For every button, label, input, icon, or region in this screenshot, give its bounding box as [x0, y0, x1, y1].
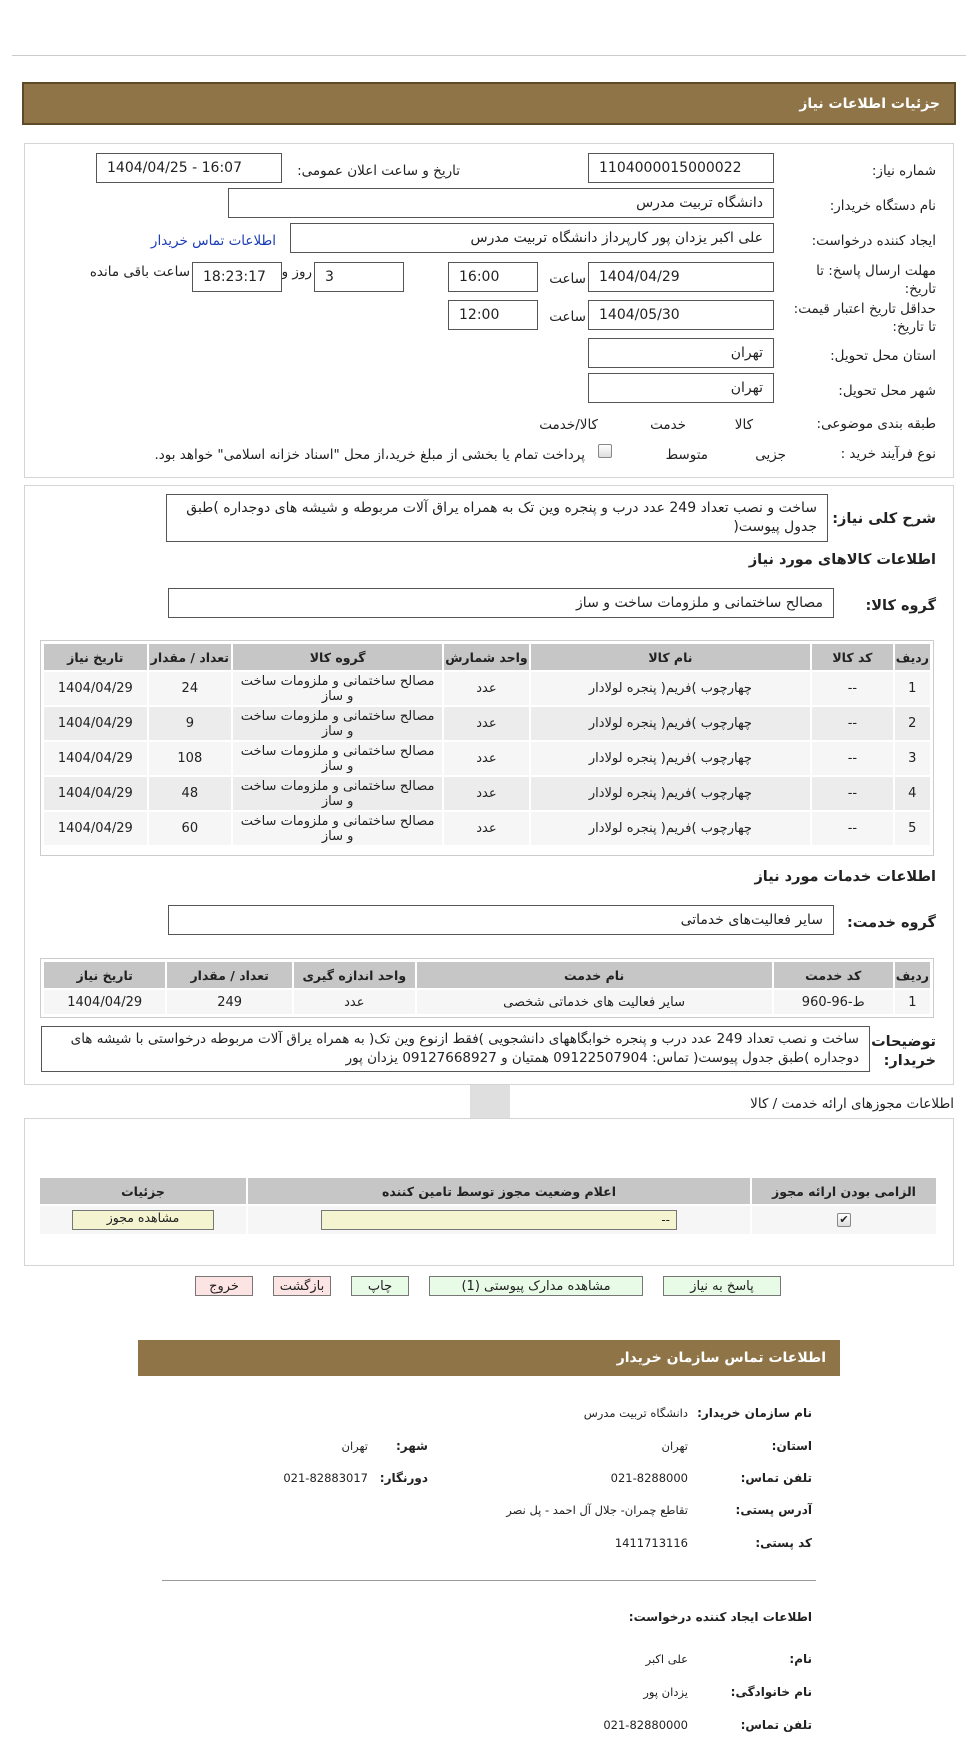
cell-row: 2: [895, 707, 930, 740]
cell-qty: 24: [149, 672, 231, 705]
page-title: جزئیات اطلاعات نیاز: [799, 95, 940, 112]
remaining-time-field: 18:23:17: [192, 262, 282, 292]
buyer-field: دانشگاه تربیت مدرس: [228, 188, 774, 218]
org-value: دانشگاه تربیت مدرس: [583, 1406, 688, 1420]
days-label: روز و: [281, 264, 312, 280]
contact-header: [138, 1340, 840, 1376]
cell-unit: عدد: [444, 672, 528, 705]
contact-fax-label: دورنگار:: [379, 1471, 428, 1485]
cell-row: 3: [895, 742, 930, 775]
validity-label-2: تا تاریخ:: [892, 319, 936, 335]
services-col-name: نام خدمت: [417, 962, 772, 988]
services-col-date: تاریخ نیاز: [44, 962, 165, 988]
goods-col-qty: تعداد / مقدار: [149, 644, 231, 670]
city-label: شهر محل تحویل:: [838, 383, 936, 399]
cell-group: مصالح ساختمانی و ملزومات ساخت و ساز: [233, 812, 442, 845]
permits-title: اطلاعات مجوزهای ارائه خدمت / کالا: [750, 1096, 954, 1112]
cell-name: چهارچوب )فریم( پنجره لولادار: [531, 672, 811, 705]
back-button[interactable]: بازگشت: [273, 1276, 331, 1296]
cell-row: 1: [895, 990, 930, 1014]
permits-col-details: جزئیات: [40, 1178, 246, 1204]
cell-group: مصالح ساختمانی و ملزومات ساخت و ساز: [233, 777, 442, 810]
cell-unit: عدد: [444, 812, 528, 845]
page-header: [22, 82, 956, 125]
validity-label-1: حداقل تاریخ اعتبار قیمت:: [793, 301, 936, 317]
cell-date: 1404/04/29: [44, 777, 147, 810]
services-group-label: گروه خدمت:: [846, 915, 936, 931]
goods-table-header: [44, 644, 930, 670]
cell-code: ط-96-960: [774, 990, 893, 1014]
cell-date: 1404/04/29: [44, 672, 147, 705]
permits-col-status: اعلام وضعیت مجوز توسط تامین کننده: [248, 1178, 750, 1204]
cell-date: 1404/04/29: [44, 990, 165, 1014]
contact-postal-label: کد پستی:: [755, 1536, 812, 1550]
days-field: 3: [314, 262, 404, 292]
creator-last-name-value: یزدان پور: [643, 1685, 688, 1699]
table-row: [44, 812, 930, 845]
cell-name: چهارچوب )فریم( پنجره لولادار: [531, 707, 811, 740]
province-field: تهران: [588, 338, 774, 368]
need-number-label: شماره نیاز:: [871, 163, 936, 179]
services-table: [42, 960, 932, 1016]
contact-fax-value: 021-82883017: [283, 1471, 368, 1485]
goods-group-label: گروه کالا:: [865, 598, 936, 614]
permit-required-checkbox[interactable]: ✔: [837, 1213, 851, 1227]
contact-postal-value: 1411713116: [614, 1536, 688, 1550]
buyer-contact-link[interactable]: اطلاعات تماس خریدار: [150, 233, 276, 249]
category-label: طبقه بندی موضوعی:: [816, 416, 936, 432]
validity-date-field: 1404/05/30: [588, 300, 774, 330]
deadline-time-field: 16:00: [448, 262, 538, 292]
goods-col-group: گروه کالا: [233, 644, 442, 670]
cell-date: 1404/04/29: [44, 707, 147, 740]
cell-qty: 48: [149, 777, 231, 810]
services-section-title: اطلاعات خدمات مورد نیاز: [754, 869, 936, 885]
cell-qty: 60: [149, 812, 231, 845]
buyer-notes-field: ساخت و نصب تعداد 249 عدد درب و پنجره خوابگاههای دانشجویی )فقط ازنوع وین تک( به همراه یراق آلات مربوطه درخواستی با شیشه های دوجداره )طبق جدول پیوست( تماس: 09122507904 همتیان و 09127668927 یزدان پور: [41, 1026, 870, 1072]
exit-button[interactable]: خروج: [195, 1276, 253, 1296]
permits-col-required: الزامی بودن ارائه مجوز: [752, 1178, 936, 1204]
category-kala-khedmat-label: کالا/خدمت: [539, 417, 598, 433]
contact-address-value: تقاطع چمران- جلال آل احمد - پل نصر: [506, 1503, 688, 1517]
deadline-label-1: مهلت ارسال پاسخ: تا: [816, 263, 936, 279]
validity-time-field: 12:00: [448, 300, 538, 330]
cell-code: --: [812, 742, 892, 775]
goods-col-row: ردیف: [895, 644, 930, 670]
table-row: [44, 707, 930, 740]
province-label: استان محل تحویل:: [830, 348, 936, 364]
cell-date: 1404/04/29: [44, 812, 147, 845]
permit-status-field[interactable]: --: [321, 1210, 677, 1230]
cell-code: --: [812, 812, 892, 845]
treasury-payment-checkbox[interactable]: [598, 444, 612, 458]
goods-col-name: نام کالا: [531, 644, 811, 670]
contact-title: اطلاعات تماس سازمان خریدار: [616, 1350, 826, 1366]
cell-code: --: [812, 707, 892, 740]
creator-field: علی اکبر یزدان پور کارپرداز دانشگاه تربیت مدرس: [290, 223, 774, 253]
cell-row: 1: [895, 672, 930, 705]
table-row: [44, 672, 930, 705]
permits-table-header: [40, 1178, 936, 1204]
category-kala-label: کالا: [734, 417, 753, 433]
goods-col-code: کد کالا: [812, 644, 892, 670]
goods-table: [42, 642, 932, 847]
view-permit-button[interactable]: مشاهده مجوز: [72, 1210, 214, 1230]
buyer-notes-label-2: خریدار:: [883, 1053, 936, 1069]
announce-field: 1404/04/25 - 16:07: [96, 153, 282, 183]
deadline-time-label: ساعت: [549, 271, 586, 287]
category-khedmat-label: خدمت: [650, 417, 686, 433]
goods-col-date: تاریخ نیاز: [44, 644, 147, 670]
contact-province-label: استان:: [771, 1439, 812, 1453]
org-label: نام سازمان خریدار:: [697, 1406, 812, 1420]
deadline-date-field: 1404/04/29: [588, 262, 774, 292]
creator-label: ایجاد کننده درخواست:: [811, 233, 936, 249]
cell-code: --: [812, 672, 892, 705]
cell-name: سایر فعالیت های خدماتی شخصی: [417, 990, 772, 1014]
creator-section-title: اطلاعات ایجاد کننده درخواست:: [628, 1610, 812, 1624]
validity-time-label: ساعت: [549, 309, 586, 325]
contact-city-value: تهران: [341, 1439, 368, 1453]
cell-qty: 108: [149, 742, 231, 775]
creator-phone-label: تلفن تماس:: [740, 1718, 812, 1732]
cell-status: [248, 1206, 750, 1234]
cell-qty: 9: [149, 707, 231, 740]
respond-button[interactable]: پاسخ به نیاز: [663, 1276, 781, 1296]
process-motevaset-label: متوسط: [665, 447, 708, 463]
cell-row: 5: [895, 812, 930, 845]
need-number-field: 1104000015000022: [588, 153, 774, 183]
cell-code: --: [812, 777, 892, 810]
summary-field: ساخت و نصب تعداد 249 عدد درب و پنجره وین تک به همراه یراق آلات مربوطه و شیشه های دوجداره )طبق جدول پیوست(: [166, 494, 828, 542]
remaining-label: ساعت باقی مانده: [89, 264, 190, 280]
creator-first-name-label: نام:: [789, 1652, 812, 1666]
services-table-header: [44, 962, 930, 988]
contact-province-value: تهران: [661, 1439, 688, 1453]
cell-name: چهارچوب )فریم( پنجره لولادار: [531, 812, 811, 845]
attachments-button[interactable]: مشاهده مدارک پیوستی (1): [429, 1276, 643, 1296]
cell-required: [752, 1206, 936, 1234]
goods-col-unit: واحد شمارش: [444, 644, 528, 670]
deadline-label-2: تاریخ:: [904, 281, 936, 297]
cell-unit: عدد: [294, 990, 415, 1014]
cell-name: چهارچوب )فریم( پنجره لولادار: [531, 742, 811, 775]
permits-table: [38, 1176, 938, 1236]
buyer-notes-label-1: توضیحات: [871, 1034, 936, 1050]
contact-divider: [162, 1580, 816, 1581]
services-col-qty: تعداد / مقدار: [167, 962, 292, 988]
cell-group: مصالح ساختمانی و ملزومات ساخت و ساز: [233, 742, 442, 775]
city-field: تهران: [588, 373, 774, 403]
cell-unit: عدد: [444, 742, 528, 775]
payment-note: پرداخت تمام یا بخشی از مبلغ خرید،از محل "اسناد خزانه اسلامی" خواهد بود.: [154, 447, 585, 463]
cell-row: 4: [895, 777, 930, 810]
services-col-unit: واحد اندازه گیری: [294, 962, 415, 988]
process-label: نوع فرآیند خرید :: [840, 446, 936, 462]
creator-last-name-label: نام خانوادگی:: [730, 1685, 812, 1699]
print-button[interactable]: چاپ: [351, 1276, 409, 1296]
cell-group: مصالح ساختمانی و ملزومات ساخت و ساز: [233, 672, 442, 705]
table-row: [44, 777, 930, 810]
cell-date: 1404/04/29: [44, 742, 147, 775]
cell-unit: عدد: [444, 777, 528, 810]
services-group-field: سایر فعالیت‌های خدماتی: [168, 905, 834, 935]
table-row: [44, 742, 930, 775]
services-col-code: کد خدمت: [774, 962, 893, 988]
table-row: [44, 990, 930, 1014]
creator-first-name-value: علی اکبر: [645, 1652, 688, 1666]
cell-name: چهارچوب )فریم( پنجره لولادار: [531, 777, 811, 810]
contact-address-label: آدرس پستی:: [735, 1503, 812, 1517]
cell-unit: عدد: [444, 707, 528, 740]
summary-label: شرح کلی نیاز:: [832, 511, 936, 527]
contact-city-label: شهر:: [396, 1439, 428, 1453]
buyer-label: نام دستگاه خریدار:: [829, 198, 936, 214]
cell-details: [40, 1206, 246, 1234]
cell-qty: 249: [167, 990, 292, 1014]
goods-section-title: اطلاعات کالاهای مورد نیاز: [748, 552, 936, 568]
contact-phone-value: 021-8288000: [610, 1471, 688, 1485]
top-divider: [12, 55, 966, 56]
cell-group: مصالح ساختمانی و ملزومات ساخت و ساز: [233, 707, 442, 740]
services-col-row: ردیف: [895, 962, 930, 988]
table-row: [40, 1206, 936, 1234]
creator-phone-value: 021-82880000: [603, 1718, 688, 1732]
process-jozi-label: جزیی: [755, 447, 786, 463]
announce-label: تاریخ و ساعت اعلان عمومی:: [297, 163, 460, 179]
contact-phone-label: تلفن تماس:: [740, 1471, 812, 1485]
goods-group-field: مصالح ساختمانی و ملزومات ساخت و ساز: [168, 588, 834, 618]
